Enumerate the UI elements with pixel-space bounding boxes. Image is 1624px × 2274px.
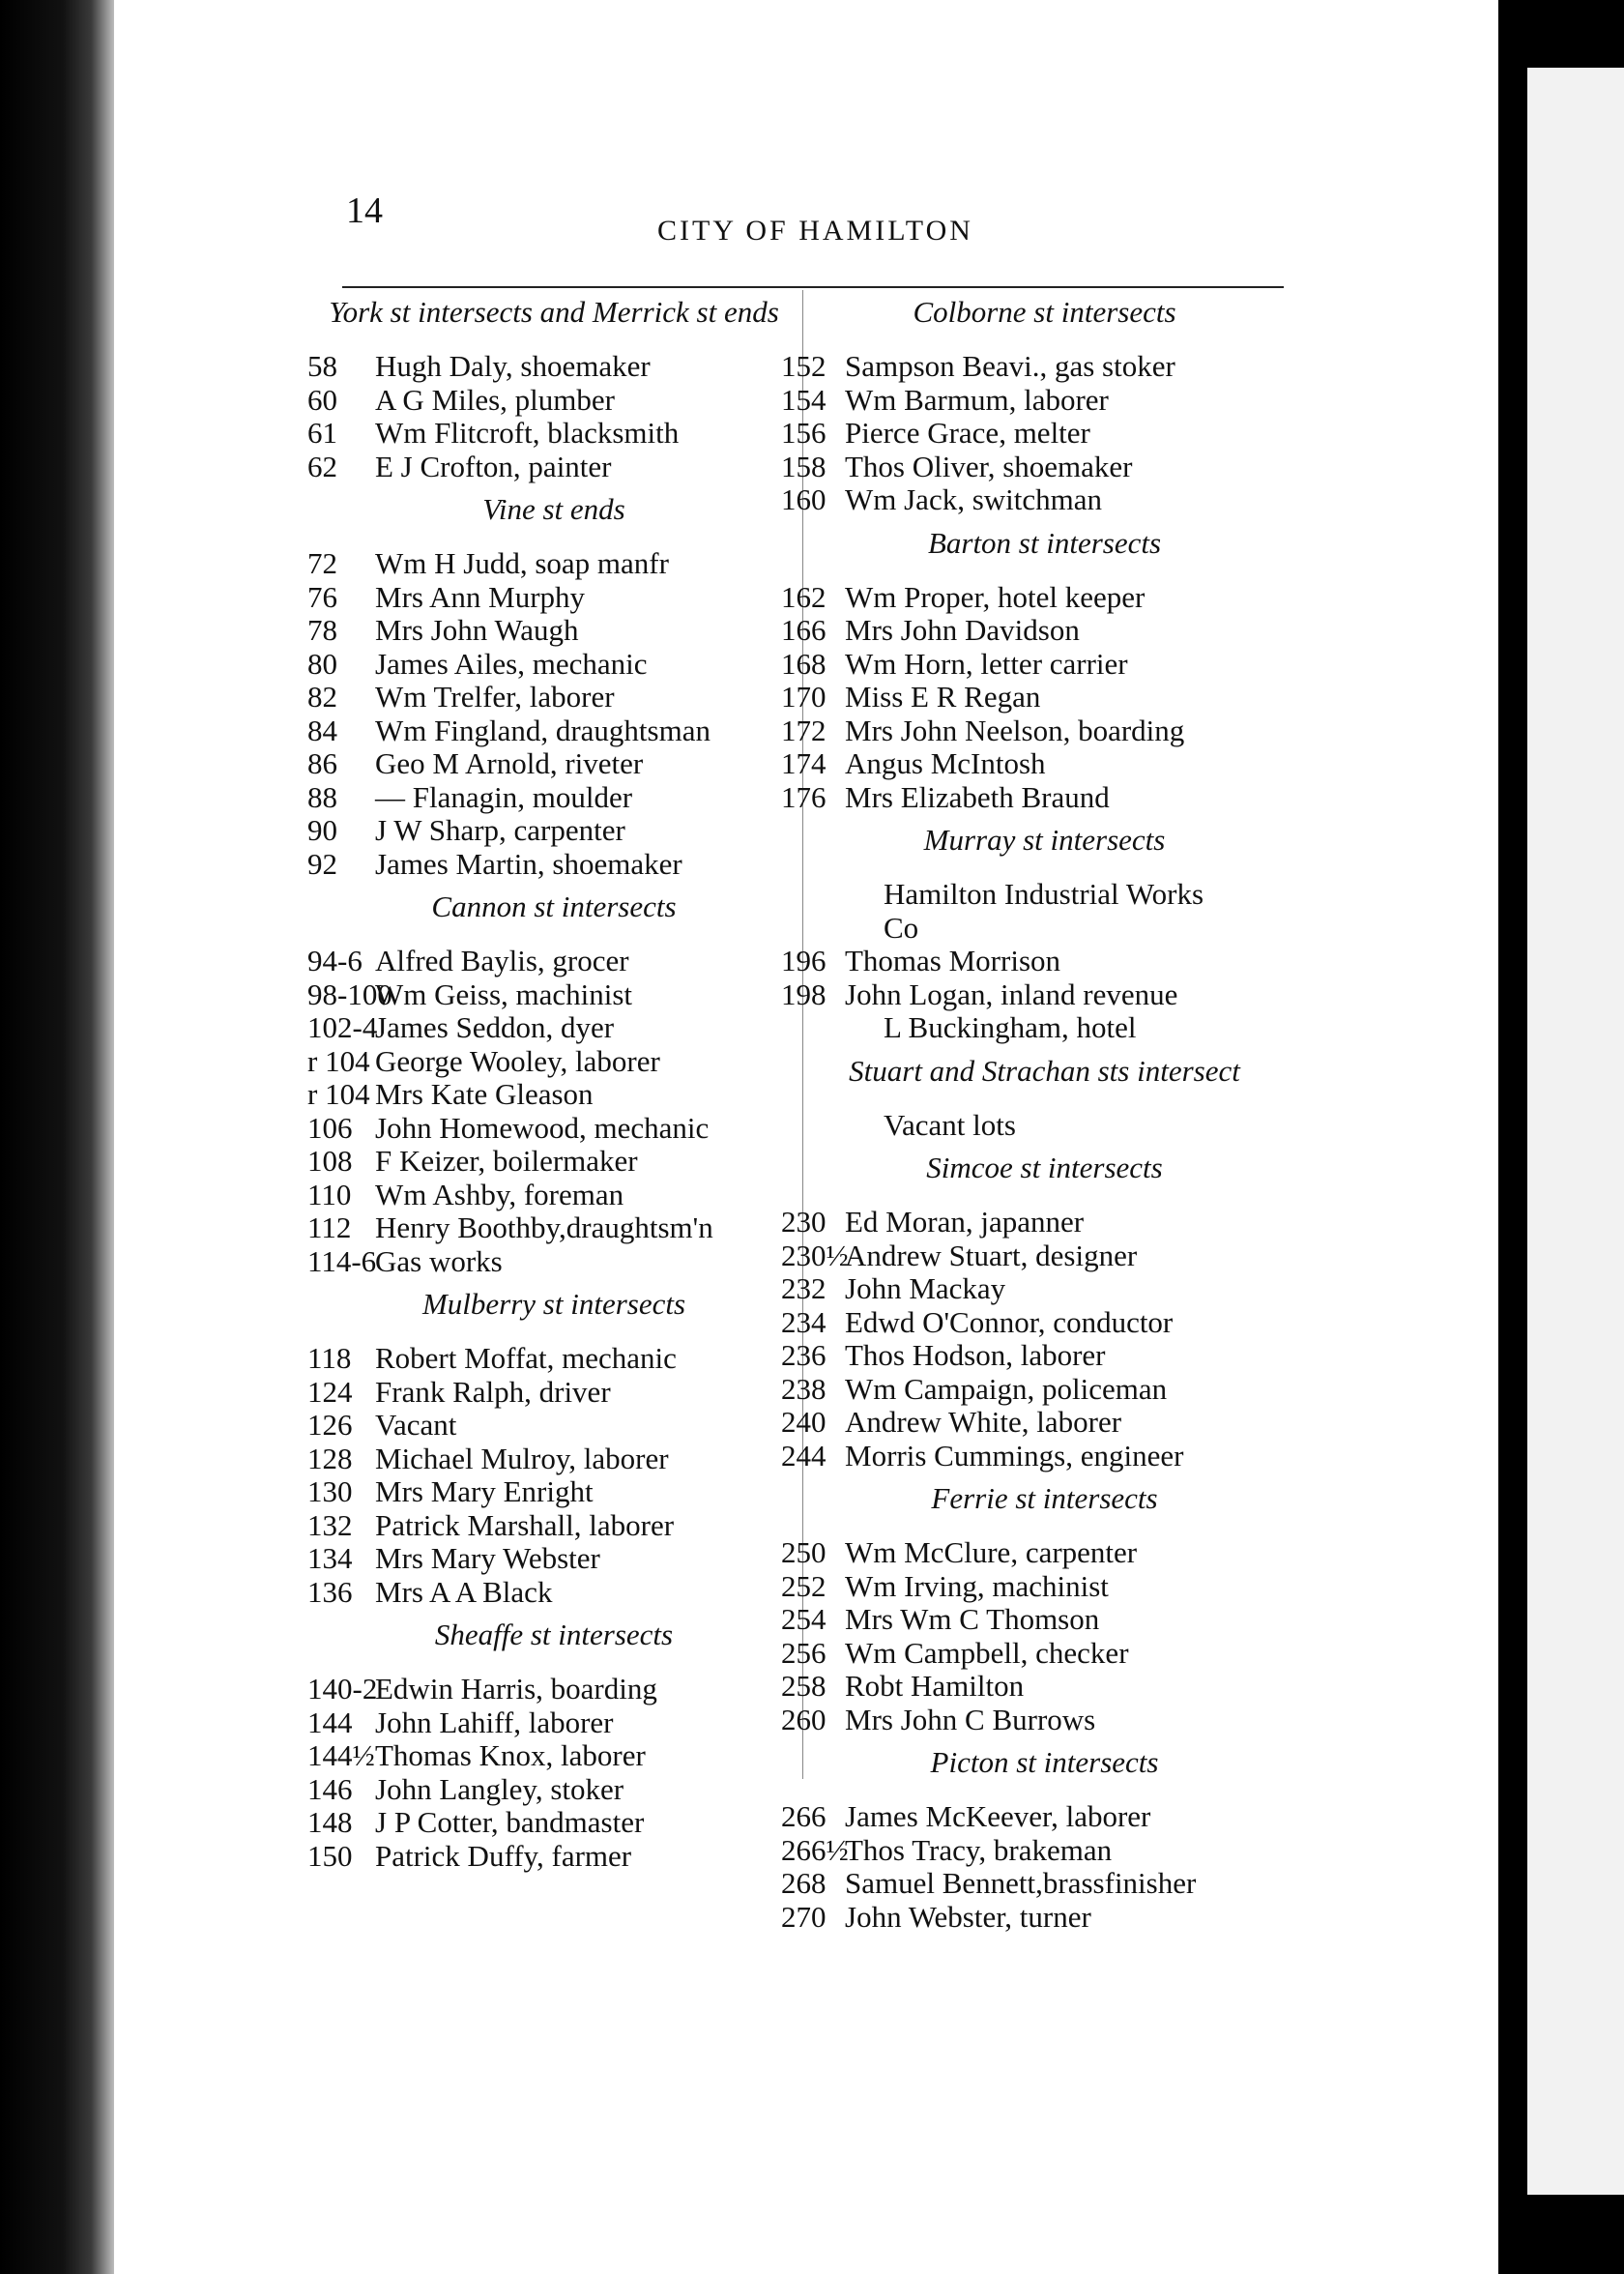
resident-name: J W Sharp, carpenter (375, 813, 625, 847)
resident-name: Patrick Duffy, farmer (375, 1838, 632, 1873)
resident-name: Angus McIntosh (845, 746, 1046, 780)
house-number: 140-2 (307, 1672, 378, 1706)
section-heading: Mulberry st intersects (421, 1287, 686, 1321)
house-number: 252 (781, 1568, 826, 1603)
directory-entry (307, 978, 800, 1012)
house-number: 136 (307, 1574, 353, 1609)
directory-entry (307, 451, 800, 484)
directory-entry (781, 1834, 1308, 1868)
directory-entry (307, 1739, 800, 1773)
directory-entry (307, 648, 800, 682)
resident-name: George Wooley, laborer (375, 1043, 660, 1078)
house-number: 126 (307, 1408, 353, 1442)
directory-entry (307, 945, 800, 978)
house-number: 198 (781, 977, 826, 1011)
resident-name: James Martin, shoemaker (375, 846, 682, 881)
house-number: 250 (781, 1535, 826, 1569)
house-number: 106 (307, 1110, 353, 1145)
house-number: 176 (781, 779, 826, 814)
house-number: 60 (307, 382, 337, 417)
directory-entry (307, 1773, 800, 1807)
house-number: 98-100 (307, 977, 392, 1011)
resident-name: Thos Tracy, brakeman (845, 1832, 1113, 1867)
resident-name: Wm Irving, machinist (845, 1568, 1109, 1603)
directory-entry (307, 1840, 800, 1874)
house-number: 172 (781, 713, 826, 747)
house-number: 156 (781, 416, 826, 450)
house-number: 266 (781, 1799, 826, 1833)
section-heading: Colborne st intersects (913, 295, 1176, 329)
resident-name: Mrs A A Black (375, 1574, 553, 1609)
house-number: 232 (781, 1271, 826, 1305)
directory-entry (781, 1704, 1308, 1737)
house-number: 230½ (781, 1238, 849, 1272)
house-number: 124 (307, 1374, 353, 1409)
house-number: 230 (781, 1205, 826, 1239)
section-heading: Murray st intersects (923, 823, 1166, 857)
directory-entry (781, 451, 1308, 484)
resident-name: Henry Boothby,draughtsm'n (375, 1210, 713, 1244)
scan-left-edge (0, 0, 114, 2274)
resident-name: Mrs Mary Enright (375, 1474, 594, 1508)
resident-name: J P Cotter, bandmaster (375, 1805, 645, 1839)
directory-entry (781, 945, 1308, 978)
resident-name: Wm Jack, switchman (845, 482, 1103, 516)
directory-entry (781, 978, 1308, 1012)
resident-name: Robert Moffat, mechanic (375, 1341, 677, 1375)
directory-entry (781, 1306, 1308, 1340)
resident-name: Andrew White, laborer (845, 1405, 1122, 1439)
resident-name: Wm Horn, letter carrier (845, 646, 1128, 681)
resident-name: Ed Moran, japanner (845, 1205, 1085, 1239)
resident-name: Wm Fingland, draughtsman (375, 713, 710, 747)
directory-entry (307, 1342, 800, 1376)
house-number: 58 (307, 349, 337, 383)
directory-entry (781, 1406, 1308, 1440)
house-number: 80 (307, 646, 337, 681)
directory-entry (781, 1901, 1308, 1935)
resident-name: Miss E R Regan (845, 680, 1041, 714)
resident-name: Mrs John Neelson, boarding (845, 713, 1185, 747)
directory-entry (781, 648, 1308, 682)
directory-entry (781, 714, 1308, 748)
house-number: 144 (307, 1705, 353, 1739)
house-number: 260 (781, 1702, 826, 1736)
house-number: 128 (307, 1441, 353, 1475)
directory-entry (781, 350, 1308, 384)
directory-entry (781, 417, 1308, 451)
directory-entry (307, 1112, 800, 1146)
house-number: 110 (307, 1177, 352, 1211)
resident-name: Wm Campaign, policeman (845, 1371, 1168, 1406)
resident-name: Robt Hamilton (845, 1669, 1025, 1703)
directory-entry (307, 350, 800, 384)
section-heading: Picton st intersects (930, 1745, 1159, 1779)
house-number: 94-6 (307, 944, 362, 977)
directory-entry (307, 581, 800, 615)
directory-entry (307, 1409, 800, 1443)
house-number (781, 878, 884, 912)
house-number: 256 (781, 1635, 826, 1670)
house-number: 134 (307, 1541, 353, 1575)
house-number: 88 (307, 779, 337, 814)
directory-entry (307, 1542, 800, 1576)
resident-name: E J Crofton, painter (375, 449, 612, 483)
directory-entry (307, 1211, 800, 1245)
resident-name: John Logan, inland revenue (845, 977, 1178, 1011)
house-number: 234 (781, 1304, 826, 1339)
section-heading: Sheaffe st intersects (434, 1618, 674, 1651)
directory-entry (307, 1475, 800, 1509)
house-number: 92 (307, 846, 337, 881)
directory-entry (781, 1339, 1308, 1373)
resident-name: Michael Mulroy, laborer (375, 1441, 669, 1475)
resident-name: Frank Ralph, driver (375, 1374, 611, 1409)
resident-name: Samuel Bennett,brassfinisher (845, 1866, 1197, 1900)
section-heading: Cannon st intersects (431, 889, 677, 923)
page-number: 14 (346, 190, 383, 231)
section-heading: Vine st ends (482, 492, 625, 526)
resident-name: John Mackay (845, 1271, 1006, 1305)
directory-entry (781, 1867, 1308, 1901)
resident-name: Wm Barmum, laborer (845, 382, 1109, 417)
resident-name: A G Miles, plumber (375, 382, 615, 417)
directory-entry (307, 1576, 800, 1610)
resident-name: James Seddon, dyer (375, 1010, 615, 1044)
resident-name: Thomas Morrison (845, 944, 1061, 977)
resident-name: Geo M Arnold, riveter (375, 746, 644, 780)
house-number: 270 (781, 1899, 826, 1934)
resident-name: L Buckingham, hotel (884, 1010, 1137, 1044)
resident-name: James McKeever, laborer (845, 1799, 1151, 1833)
house-number: 144½ (307, 1738, 375, 1772)
resident-name: Thos Oliver, shoemaker (845, 449, 1133, 483)
resident-name: Mrs Elizabeth Braund (845, 779, 1110, 814)
running-head: CITY OF HAMILTON (657, 215, 973, 247)
resident-name: F Keizer, boilermaker (375, 1144, 638, 1178)
house-number: 148 (307, 1805, 353, 1839)
directory-entry (307, 781, 800, 815)
resident-name: Vacant lots (884, 1107, 1016, 1142)
directory-entry (781, 1440, 1308, 1473)
directory-entry (781, 681, 1308, 714)
directory-entry (781, 1637, 1308, 1671)
directory-entry (781, 1670, 1308, 1704)
directory-page (114, 0, 1498, 2274)
directory-entry (781, 1239, 1308, 1273)
directory-entry (307, 1179, 800, 1212)
resident-name: John Lahiff, laborer (375, 1705, 614, 1739)
house-number: 61 (307, 416, 337, 450)
house-number: 118 (307, 1341, 352, 1375)
directory-entry (781, 1800, 1308, 1834)
house-number: 150 (307, 1838, 353, 1873)
section-heading: Stuart and Strachan sts intersect (849, 1053, 1240, 1088)
resident-name: Sampson Beavi., gas stoker (845, 349, 1175, 383)
directory-entry (781, 384, 1308, 418)
directory-entry (307, 1145, 800, 1179)
directory-entry (307, 747, 800, 781)
resident-name: Pierce Grace, melter (845, 416, 1090, 450)
directory-entry (307, 417, 800, 451)
house-number: 76 (307, 579, 337, 614)
house-number: 114-6 (307, 1243, 377, 1278)
directory-entry (307, 848, 800, 882)
directory-entry (781, 781, 1308, 815)
house-number: 84 (307, 713, 337, 747)
directory-entry (307, 1443, 800, 1476)
directory-entry (307, 1673, 800, 1706)
resident-name: Vacant (375, 1408, 457, 1442)
resident-name: — Flanagin, moulder (375, 779, 633, 814)
directory-entry (781, 483, 1308, 517)
directory-entry (781, 912, 1308, 946)
adjacent-page-sliver (1527, 68, 1624, 2195)
directory-entry (781, 1272, 1308, 1306)
resident-name: Mrs John Davidson (845, 613, 1080, 647)
directory-entry (307, 1376, 800, 1410)
directory-entry (307, 384, 800, 418)
house-number: r 104 (307, 1043, 370, 1078)
house-number: 160 (781, 482, 826, 516)
directory-entry (307, 1245, 800, 1279)
house-number: 236 (781, 1338, 826, 1372)
resident-name: Mrs John Waugh (375, 613, 579, 647)
resident-name: Mrs John C Burrows (845, 1702, 1096, 1736)
house-number: r 104 (307, 1077, 370, 1111)
house-number: 152 (781, 349, 826, 383)
directory-entry (307, 714, 800, 748)
right-column (781, 286, 1308, 1934)
directory-entry (781, 1570, 1308, 1604)
house-number: 254 (781, 1602, 826, 1636)
resident-name: Wm H Judd, soap manfr (375, 546, 669, 580)
directory-entry (781, 581, 1308, 615)
directory-entry (307, 547, 800, 581)
directory-entry (781, 1603, 1308, 1637)
resident-name: Hugh Daly, shoemaker (375, 349, 651, 383)
directory-entry (307, 1078, 800, 1112)
house-number: 154 (781, 382, 826, 417)
house-number: 86 (307, 746, 337, 780)
house-number: 108 (307, 1144, 353, 1178)
resident-name: Andrew Stuart, designer (845, 1238, 1138, 1272)
directory-entry (307, 1806, 800, 1840)
directory-entry (781, 614, 1308, 648)
directory-entry (781, 1373, 1308, 1407)
resident-name: Gas works (375, 1243, 503, 1278)
section-heading: Barton st intersects (927, 525, 1162, 560)
house-number: 130 (307, 1474, 353, 1508)
section-heading: York st intersects and Merrick st ends (329, 295, 779, 329)
section-heading: Ferrie st intersects (931, 1481, 1158, 1515)
resident-name: Mrs Ann Murphy (375, 579, 586, 614)
house-number: 132 (307, 1507, 353, 1542)
resident-name: John Webster, turner (845, 1899, 1091, 1934)
house-number: 238 (781, 1371, 826, 1406)
resident-name: John Langley, stoker (375, 1771, 624, 1806)
resident-name: Wm Ashby, foreman (375, 1177, 624, 1211)
resident-name: Mrs Wm C Thomson (845, 1602, 1100, 1636)
resident-name: Wm Trelfer, laborer (375, 680, 615, 714)
house-number: 196 (781, 944, 826, 977)
resident-name: Patrick Marshall, laborer (375, 1507, 675, 1542)
directory-entry (781, 1011, 1308, 1045)
directory-entry (781, 747, 1308, 781)
house-number: 62 (307, 449, 337, 483)
house-number: 240 (781, 1405, 826, 1439)
directory-entry (307, 1045, 800, 1079)
page-header (114, 190, 1498, 248)
house-number: 72 (307, 546, 337, 580)
resident-name: Thos Hodson, laborer (845, 1338, 1106, 1372)
resident-name: Edwd O'Connor, conductor (845, 1304, 1174, 1339)
directory-entry (781, 1536, 1308, 1570)
house-number: 82 (307, 680, 337, 714)
resident-name: Wm McClure, carpenter (845, 1535, 1138, 1569)
house-number (781, 1011, 884, 1045)
section-heading: Simcoe st intersects (926, 1151, 1163, 1184)
resident-name: James Ailes, mechanic (375, 646, 648, 681)
resident-name: Wm Flitcroft, blacksmith (375, 416, 680, 450)
directory-entry (781, 1109, 1308, 1143)
house-number: 268 (781, 1866, 826, 1900)
resident-name: Morris Cummings, engineer (845, 1438, 1184, 1472)
house-number (781, 1109, 884, 1143)
directory-entry (307, 1509, 800, 1543)
resident-name: Wm Proper, hotel keeper (845, 579, 1146, 614)
house-number: 266½ (781, 1832, 849, 1867)
left-column (307, 286, 800, 1873)
house-number: 162 (781, 579, 826, 614)
resident-name: Edwin Harris, boarding (375, 1672, 657, 1706)
directory-entry (781, 878, 1308, 912)
resident-name: Wm Geiss, machinist (375, 977, 633, 1011)
resident-name: Co (884, 910, 919, 945)
directory-entry (307, 1011, 800, 1045)
directory-entry (781, 1206, 1308, 1239)
house-number: 146 (307, 1771, 353, 1806)
resident-name: Wm Campbell, checker (845, 1635, 1129, 1670)
house-number: 158 (781, 449, 826, 483)
house-number: 112 (307, 1210, 352, 1244)
resident-name: Mrs Mary Webster (375, 1541, 600, 1575)
house-number: 244 (781, 1438, 826, 1472)
directory-entry (307, 681, 800, 714)
directory-entry (307, 1706, 800, 1740)
house-number: 258 (781, 1669, 826, 1703)
house-number: 166 (781, 613, 826, 647)
house-number: 170 (781, 680, 826, 714)
house-number: 168 (781, 646, 826, 681)
house-number: 102-4 (307, 1010, 378, 1044)
directory-entry (307, 814, 800, 848)
resident-name: Alfred Baylis, grocer (375, 944, 629, 977)
resident-name: Mrs Kate Gleason (375, 1077, 594, 1111)
house-number: 78 (307, 613, 337, 647)
directory-entry (307, 614, 800, 648)
resident-name: John Homewood, mechanic (375, 1110, 710, 1145)
resident-name: Hamilton Industrial Works (884, 877, 1204, 911)
house-number: 174 (781, 746, 826, 780)
house-number: 90 (307, 813, 337, 847)
resident-name: Thomas Knox, laborer (375, 1738, 646, 1772)
house-number (781, 912, 884, 946)
